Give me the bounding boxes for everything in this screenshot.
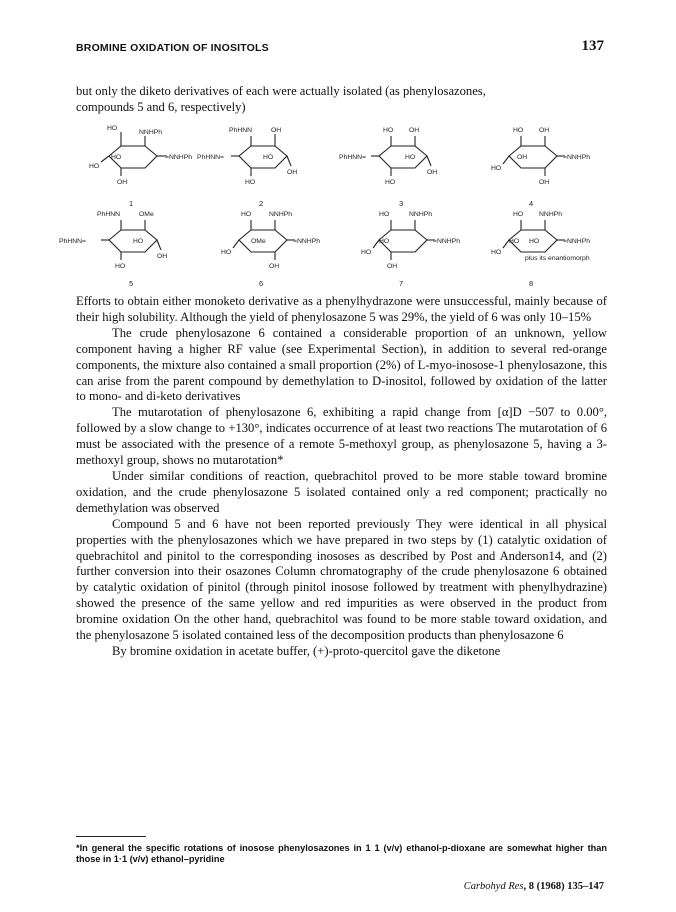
- structure-5-label: PhHNN=: [59, 238, 87, 245]
- structure-5: [59, 211, 167, 288]
- structure-6-label: =NNHPh: [293, 238, 321, 245]
- structure-3-label: HO: [385, 179, 396, 186]
- structure-3-label: HO: [405, 154, 416, 161]
- structure-scheme: [59, 116, 607, 292]
- structure-2-label: HO: [245, 179, 256, 186]
- structure-2-label: HO: [263, 154, 274, 161]
- structure-3-label: OH: [409, 127, 420, 134]
- structure-7-label: NNHPh: [409, 211, 433, 218]
- structure-3-label: HO: [383, 127, 394, 134]
- structure-4: [491, 127, 590, 208]
- intro-line-1: but only the diketo derivatives of each were actually isolated (as phenylosazones,: [76, 84, 486, 98]
- structure-5-label: HO: [133, 238, 144, 245]
- structure-6: [221, 211, 320, 288]
- structure-4-label: OH: [539, 179, 550, 186]
- structure-5-number: 5: [129, 279, 134, 288]
- structure-3: [339, 127, 437, 208]
- structure-7-label: HO: [361, 249, 372, 256]
- structure-4-label: =NNHPh: [563, 154, 591, 161]
- structure-1-label: NNHPh: [139, 129, 163, 136]
- paragraph-5: Compound 5 and 6 have not been reported previously They were identical in all physical properties with the phenylosazones which we have prepared in two steps by (1) catalytic oxidation of quebrachitol and pinitol to the corresponding inososes as described by Post and Anderson14, and (2) further conversion into their osazones Column chromatography of the crude phenylosazone 6 obtained by catalytic oxidation of pinitol (through pinitol inosose followed by treatment with phenylhydrazine) showed the presence of the same yellow and red impurities as were observed in the product from bromine oxidation On the other hand, quebrachitol was found to be more stable toward oxidation, and the phenylosazone 5 isolated contained less of the decomposition products than phenylosazone 6: [76, 516, 607, 643]
- structure-3-label: OH: [427, 169, 438, 176]
- structure-8-label: HO: [513, 211, 524, 218]
- structure-1: [89, 125, 192, 208]
- body-text: [76, 294, 607, 660]
- structure-1-label: =NNHPh: [165, 154, 193, 161]
- structure-1-label: HO: [107, 125, 118, 132]
- journal-name: Carbohyd Res: [463, 881, 524, 892]
- structure-7-label: HO: [379, 211, 390, 218]
- structure-6-label: OMe: [251, 238, 266, 245]
- journal-reference: [464, 881, 604, 892]
- structure-6-label: NNHPh: [269, 211, 293, 218]
- structure-4-number: 4: [529, 199, 534, 208]
- structure-7-number: 7: [399, 279, 404, 288]
- structure-4-label: OH: [517, 154, 528, 161]
- structure-1-label: HO: [89, 163, 100, 170]
- structure-3-label: PhHNN=: [339, 154, 367, 161]
- structure-2-label: PhHNN: [229, 127, 253, 134]
- paragraph-4: Under similar conditions of reaction, quebrachitol proved to be more stable toward bromine oxidation, and the crude phenylosazone 5 isolated contained only a red component; practically no demethylation was observed: [76, 468, 607, 515]
- paragraph-3: The mutarotation of phenylosazone 6, exhibiting a rapid change from [α]D −507 to 0.00°, followed by a slow change to +130°, indicates occurrence of at least two reactions The mutarotation of 6 must be associated with the presence of a remote 5-methoxyl group, as phenylosazone 5, having a 3-methoxyl group, shows no mutarotation*: [76, 405, 607, 468]
- footnote: *In general the specific rotations of inosose phenylosazones in 1 1 (v/v) ethanol-p-dioxane are somewhat higher than those in 1·1 (v/v) ethanol–pyridine: [76, 843, 607, 864]
- running-header: [76, 38, 604, 58]
- structure-7-label: HO: [379, 238, 390, 245]
- structure-5-label: OH: [157, 253, 168, 260]
- structure-8-label: HO: [491, 249, 502, 256]
- structure-3-number: 3: [399, 199, 404, 208]
- page-number: 137: [581, 38, 604, 54]
- footnote-divider: [76, 836, 146, 837]
- structure-8: [491, 211, 590, 288]
- structure-6-label: OH: [269, 263, 280, 270]
- paragraph-6: By bromine oxidation in acetate buffer, (+)-proto-quercitol gave the diketone: [112, 643, 501, 658]
- structure-6-label: HO: [221, 249, 232, 256]
- intro-line-2: compounds 5 and 6, respectively): [76, 99, 246, 114]
- structure-4-label: OH: [539, 127, 550, 134]
- structure-1-label: HO: [111, 154, 122, 161]
- structure-2-number: 2: [259, 199, 264, 208]
- structure-5-label: OMe: [139, 211, 154, 218]
- structure-2-label: OH: [271, 127, 282, 134]
- structure-4-label: HO: [513, 127, 524, 134]
- structure-8-number: 8: [529, 279, 534, 288]
- journal-citation: , 8 (1968) 135–147: [523, 881, 604, 892]
- structure-7: [361, 211, 460, 288]
- paragraph-1: Efforts to obtain either monoketo derivative as a phenylhydrazone were unsuccessful, mainly because of their high solubility. Although the yield of phenylosazone 5 was 29%, the yield of 6 was only 10–15%: [76, 294, 607, 324]
- intro-text: [76, 84, 607, 116]
- structure-1-label: OH: [117, 179, 128, 186]
- structure-2: [197, 127, 297, 208]
- structure-1-number: 1: [129, 199, 134, 208]
- structure-4-label: HO: [491, 165, 502, 172]
- structure-8-label: HO: [529, 238, 540, 245]
- running-title: BROMINE OXIDATION OF INOSITOLS: [76, 42, 269, 54]
- structure-8-label: HO: [509, 238, 520, 245]
- paragraph-2: The crude phenylosazone 6 contained a considerable proportion of an unknown, yellow component having a higher RF value (see Experimental Section), in addition to several red-orange components, the mixture also contained a small proportion (2%) of L-myo-inosose-1 phenylosazone, this can arise from the parent compound by demethylation to D-inositol, followed by oxidation of the latter to mono- and di-keto derivatives: [76, 325, 607, 404]
- structure-8-label: NNHPh: [539, 211, 563, 218]
- structure-6-number: 6: [259, 279, 264, 288]
- structure-8-label: =NNHPh: [563, 238, 591, 245]
- structure-7-label: OH: [387, 263, 398, 270]
- structure-8-note: plus its enantiomorph: [525, 255, 590, 262]
- structure-2-label: OH: [287, 169, 298, 176]
- structure-5-label: HO: [115, 263, 126, 270]
- structure-6-label: HO: [241, 211, 252, 218]
- structure-5-label: PhHNN: [97, 211, 121, 218]
- structure-7-label: =NNHPh: [433, 238, 461, 245]
- structure-2-label: PhHNN=: [197, 154, 225, 161]
